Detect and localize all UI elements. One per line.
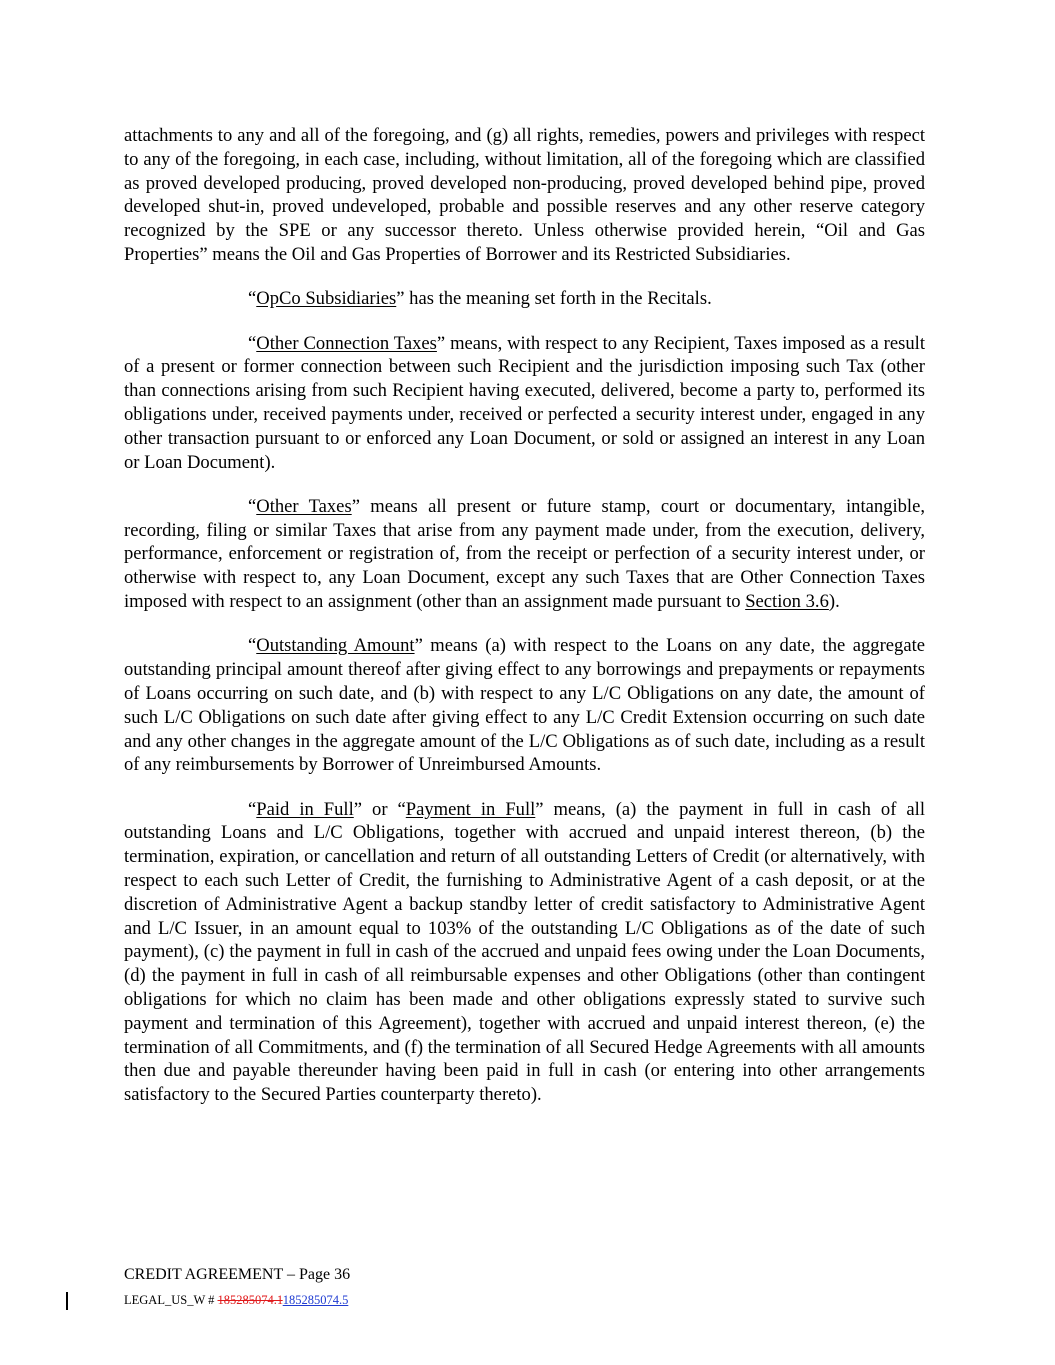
defined-term: Payment in Full [405,798,536,820]
definition-text: ” means, (a) the payment in full in cash of all outstanding Loans and L/C Obligations, together with accrued and unpaid interest thereon, (b) the termination, expiration, or cancellation and return of all outstanding Letters of Credit (or alternatively, with respect to each such Letter of Credit, the furnishing to Administrative Agent of a cash deposit, or at the discretion of Administrative Agent a backup standby letter of credit satisfactory to Administrative Agent and L/C Issuer, in an amount equal to 103% of the outstanding L/C Obligations as of the date of such payment), (c) the payment in full in cash of the accrued and unpaid fees owing under the Loan Documents, (d) the payment in full in cash of all reimbursable expenses and other Obligations (other than contingent obligations for which no claim has been made and other obligations expressly stated to survive such payment and termination of this Agreement), together with accrued and unpaid interest thereon, (e) the termination of all Commitments, and (f) the termination of all Secured Hedge Agreements with all amounts then due and payable thereunder having been paid in full in cash (or entering into other arrangements satisfactory to the Secured Parties counterparty thereto). [124,798,925,1106]
definition-paid-in-full [124,798,925,1107]
open-quote: “ [248,495,257,517]
definition-opco-subsidiaries [124,287,925,311]
docid-inserted: 185285074.5 [282,1293,349,1307]
defined-term: Outstanding Amount [256,635,415,657]
footer-title: CREDIT AGREEMENT – Page 36 [124,1266,351,1283]
definition-text: ” means, with respect to any Recipient, Taxes imposed as a result of a present or former connection between such Recipient and the jurisdiction imposing such Tax (other than connections arising from such Recipient having executed, delivered, become a party to, performed its obligations under, received payments under, received or perfected a security interest under, engaged in any other transaction pursuant to or enforced any Loan Document, or sold or assigned an interest in any Loan or Loan Document). [124,332,925,473]
page-footer [124,1265,350,1309]
docid-prefix: LEGAL_US_W # [124,1293,218,1307]
paragraph-oil-gas-continuation: attachments to any and all of the foregoing, and (g) all rights, remedies, powers and privileges with respect to any of the foregoing, in each case, including, without limitation, all of the foregoing which are classified as proved developed producing, proved developed non-producing, proved developed behind pipe, proved developed shut-in, proved undeveloped, probable and possible reserves and any other reserve category recognized by the SPE or any successor thereto. Unless otherwise provided herein, “Oil and Gas Properties” means the Oil and Gas Properties of Borrower and its Restricted Subsidiaries. [124,125,925,265]
definition-text: ” means (a) with respect to the Loans on any date, the aggregate outstanding principal amount thereof after giving effect to any borrowings and prepayments or repayments of Loans occurring on such date, and (b) with respect to any L/C Obligations on any date, the amount of such L/C Obligations on such date after giving effect to any L/C Credit Extension occurring on such date and any other changes in the aggregate amount of the L/C Obligations as of such date, including as a result of any reimbursements by Borrower of Unreimbursed Amounts. [124,635,925,776]
definition-other-taxes [124,495,925,614]
open-quote: “ [248,798,257,820]
definition-text: ” has the meaning set forth in the Recitals. [396,288,712,310]
document-body [124,124,925,1127]
defined-term: Other Taxes [256,495,352,517]
defined-term: Paid in Full [256,798,354,820]
definition-other-connection-taxes [124,332,925,475]
open-quote: “ [248,288,257,310]
defined-term: OpCo Subsidiaries [256,288,397,310]
term-connector: ” or “ [353,798,406,820]
definition-text: ” means all present or future stamp, court or documentary, intangible, recording, filing or similar Taxes that arise from any payment made under, from the execution, delivery, performance, enforcement or registration of, from the receipt or perfection of a security interest under, or otherwise with respect to, any Loan Document, except any such Taxes that are Other Connection Taxes imposed with respect to an assignment (other than an assignment made pursuant to [124,495,926,613]
section-reference: Section 3.6 [745,591,829,613]
revision-change-bar [66,1292,68,1310]
definition-tail: ). [828,591,840,613]
footer-document-id [124,1291,350,1309]
open-quote: “ [248,635,257,657]
definition-outstanding-amount [124,634,925,777]
defined-term: Other Connection Taxes [256,332,437,354]
open-quote: “ [248,332,257,354]
docid-deleted: 185285074.1 [217,1293,283,1307]
